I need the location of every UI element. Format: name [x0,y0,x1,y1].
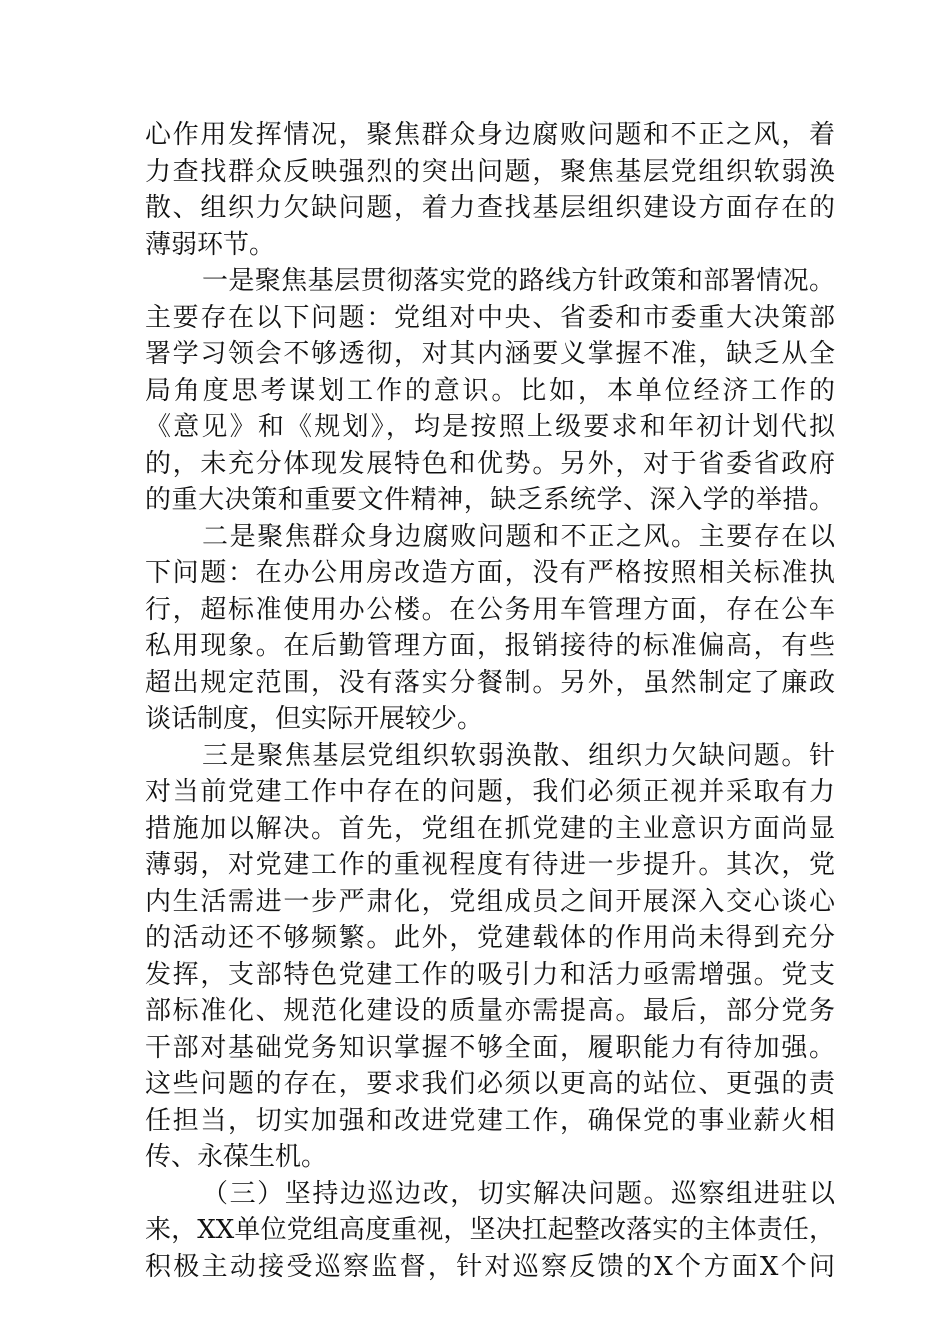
text-line: 局角度思考谋划工作的意识。比如，本单位经济工作的 [145,375,835,406]
text-line: 的，未充分体现发展特色和优势。另外，对于省委省政府 [145,448,835,479]
paragraph-heading-line: 二是聚焦群众身边腐败问题和不正之风。主要存在以 [202,521,835,552]
text-line: 部标准化、规范化建设的质量亦需提高。最后，部分党务 [145,996,835,1026]
text-line: 主要存在以下问题：党组对中央、省委和市委重大决策部 [145,302,835,333]
text-line: 积极主动接受巡察监督，针对巡察反馈的X个方面X个问 [145,1251,835,1282]
text-line: 任担当，切实加强和改进党建工作，确保党的事业薪火相 [145,1105,835,1136]
paragraph-heading-line: 一是聚焦基层贯彻落实党的路线方针政策和部署情况。 [202,266,835,296]
text-line: 的重大决策和重要文件精神，缺乏系统学、深入学的举措。 [145,485,835,515]
text-line: 下问题：在办公用房改造方面，没有严格按照相关标准执 [145,558,835,588]
text-line: 心作用发挥情况，聚焦群众身边腐败问题和不正之风，着 [145,120,835,150]
text-line: 行，超标准使用办公楼。在公务用车管理方面，存在公车 [145,594,835,625]
text-line: 《意见》和《规划》，均是按照上级要求和年初计划代拟 [145,412,835,442]
text-line: 散、组织力欠缺问题，着力查找基层组织建设方面存在的 [145,193,835,223]
text-line: 发挥，支部特色党建工作的吸引力和活力亟需增强。党支 [145,959,835,990]
text-line: 传、永葆生机。 [145,1142,328,1172]
text-line: 署学习领会不够透彻，对其内涵要义掌握不准，缺乏从全 [145,339,835,369]
text-line: 私用现象。在后勤管理方面，报销接待的标准偏高，有些 [145,631,835,661]
section-heading-line: （三）坚持边巡边改，切实解决问题。巡察组进驻以 [202,1178,835,1209]
paragraph-heading-line: 三是聚焦基层党组织软弱涣散、组织力欠缺问题。针 [202,740,835,771]
text-line: 对当前党建工作中存在的问题，我们必须正视并采取有力 [145,777,835,807]
text-line: 薄弱，对党建工作的重视程度有待进一步提升。其次，党 [145,850,835,880]
text-line: 薄弱环节。 [145,229,276,260]
text-line: 这些问题的存在，要求我们必须以更高的站位、更强的责 [145,1069,835,1099]
text-line: 超出规定范围，没有落实分餐制。另外，虽然制定了廉政 [145,667,835,698]
text-line: 内生活需进一步严肃化，党组成员之间开展深入交心谈心 [145,886,835,917]
text-line: 力查找群众反映强烈的突出问题，聚焦基层党组织软弱涣 [145,156,835,187]
text-line: 谈话制度，但实际开展较少。 [145,704,484,734]
text-line: 的活动还不够频繁。此外，党建载体的作用尚未得到充分 [145,923,835,953]
text-line: 干部对基础党务知识掌握不够全面，履职能力有待加强。 [145,1032,835,1063]
text-line: 来，XX单位党组高度重视，坚决扛起整改落实的主体责任， [145,1215,835,1245]
text-line: 措施加以解决。首先，党组在抓党建的主业意识方面尚显 [145,813,835,844]
document-body [145,117,835,1285]
